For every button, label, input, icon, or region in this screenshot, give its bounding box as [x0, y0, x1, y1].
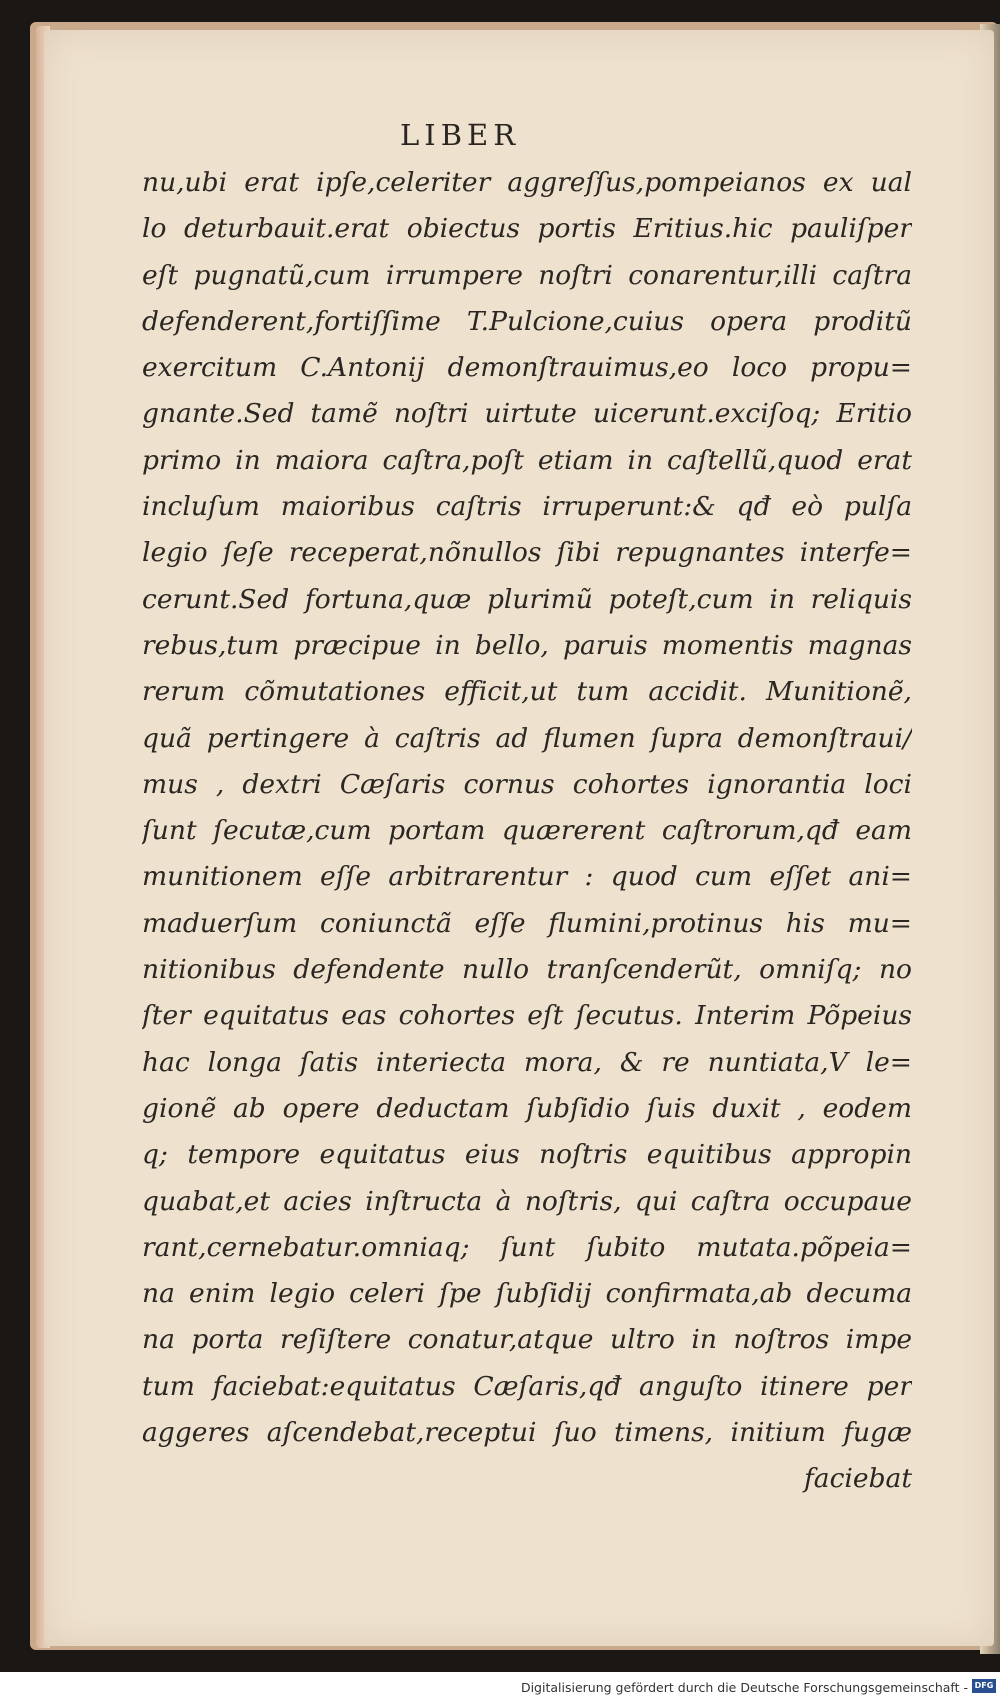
text-line: exercitum C.Antonij demonſtrauimus,eo loco propu=	[142, 352, 912, 384]
text-line: na porta reſiſtere conatur,atque ultro in noſtros impe	[142, 1324, 912, 1356]
running-head: LIBER	[400, 118, 521, 152]
text-line: defenderent,fortiſſime T.Pulcione,cuius opera proditũ	[142, 305, 912, 337]
text-line: nitionibus defendente nullo tranſcenderũt, omniſq; no	[142, 954, 912, 986]
dfg-logo-icon: DFG	[972, 1679, 996, 1693]
text-line: aggeres aſcendebat,receptui ſuo timens, initium fugæ	[142, 1417, 912, 1449]
text-line: lo deturbauit.erat obiectus portis Eritius.hic pauliſper	[142, 213, 912, 245]
text-line: primo in maiora caſtra,poſt etiam in caſtellũ,quod erat	[142, 444, 912, 476]
text-line: faciebat	[803, 1463, 912, 1495]
text-line: incluſum maioribus caſtris irruperunt:& qđ eò pulſa	[142, 491, 912, 523]
text-line: gionẽ ab opere deductam ſubſidio ſuis duxit , eodem	[142, 1092, 912, 1124]
text-line: mus , dextri Cæſaris cornus cohortes ignorantia loci	[142, 768, 912, 800]
text-line: legio ſeſe receperat,nõnullos ſibi repugnantes interfe=	[142, 537, 912, 569]
text-line: quabat,et acies inſtructa à noſtris, qui caſtra occupaue	[142, 1185, 912, 1217]
text-line: rebus,tum præcipue in bello, paruis momentis magnas	[142, 629, 912, 661]
text-line: na enim legio celeri ſpe ſubſidij confirmata,ab decuma	[142, 1278, 912, 1310]
text-line: quã pertingere à caſtris ad flumen ſupra demonſtraui/	[142, 722, 912, 754]
text-line: ſter equitatus eas cohortes eſt ſecutus. Interim Põpeius	[142, 1000, 912, 1032]
text-line: rant,cernebatur.omniaq; ſunt ſubito mutata.põpeia=	[142, 1231, 912, 1263]
text-line: hac longa ſatis interiecta mora, & re nuntiata,V le=	[142, 1046, 912, 1078]
text-line: munitionem eſſe arbitrarentur : quod cum eſſet ani=	[142, 861, 912, 893]
text-line: q; tempore equitatus eius noſtris equitibus appropin	[142, 1139, 912, 1171]
text-block	[142, 160, 912, 1503]
text-line: ſunt ſecutæ,cum portam quærerent caſtrorum,qđ eam	[142, 815, 912, 847]
text-line: maduerſum coniunctã eſſe flumini,protinus his mu=	[142, 907, 912, 939]
text-line: rerum cõmutationes efficit,ut tum accidit. Munitionẽ,	[142, 676, 912, 708]
text-line: nu,ubi erat ipſe,celeriter aggreſſus,pompeianos ex ual	[142, 167, 912, 198]
text-line: eſt pugnatũ,cum irrumpere noſtri conarentur,illi caſtra	[142, 259, 912, 291]
text-line: cerunt.Sed fortuna,quæ plurimũ poteſt,cum in reliquis	[142, 583, 912, 615]
digitization-credit: Digitalisierung gefördert durch die Deutsche Forschungsgemeinschaft -	[520, 1680, 968, 1695]
text-line: gnante.Sed tamẽ noſtri uirtute uicerunt.exciſoq; Eritio	[142, 398, 912, 430]
text-line: tum faciebat:equitatus Cæſaris,qđ anguſto itinere per	[142, 1370, 912, 1402]
